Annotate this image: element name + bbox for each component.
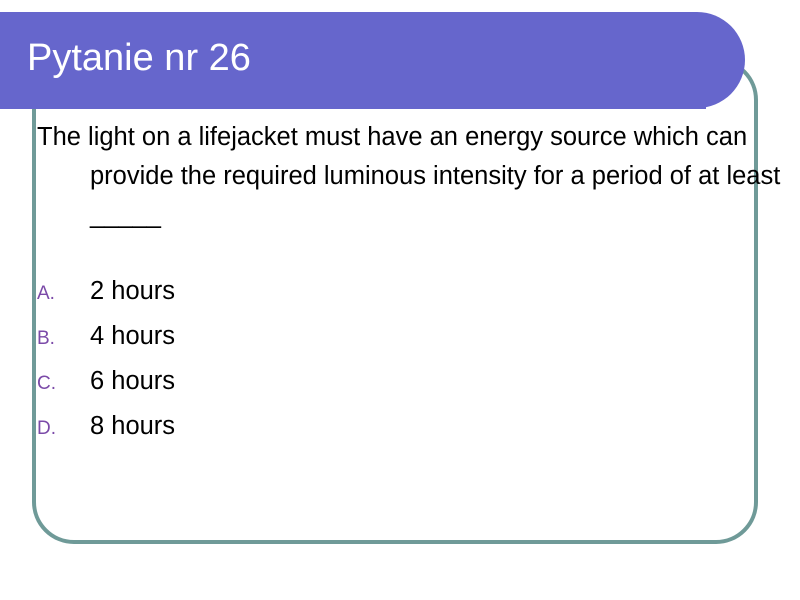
answer-letter: D. bbox=[37, 418, 56, 439]
answer-text: 8 hours bbox=[90, 412, 176, 440]
title-underline bbox=[0, 104, 706, 109]
answer-option-c bbox=[37, 367, 175, 412]
answer-text: 4 hours bbox=[90, 322, 176, 350]
answer-letter: B. bbox=[37, 328, 55, 349]
slide-title: Pytanie nr 26 bbox=[27, 37, 251, 79]
answer-letter: C. bbox=[37, 373, 56, 394]
answer-letter: A. bbox=[37, 283, 55, 304]
answer-option-a bbox=[37, 277, 175, 322]
answer-option-b bbox=[37, 322, 175, 367]
answer-option-d bbox=[37, 412, 175, 457]
answer-text: 2 hours bbox=[90, 277, 176, 305]
question-text: The light on a lifejacket must have an energy source which can provide the required luminous intensity for a period of at least _____ bbox=[37, 123, 781, 229]
answer-list bbox=[37, 277, 175, 457]
answer-text: 6 hours bbox=[90, 367, 176, 395]
